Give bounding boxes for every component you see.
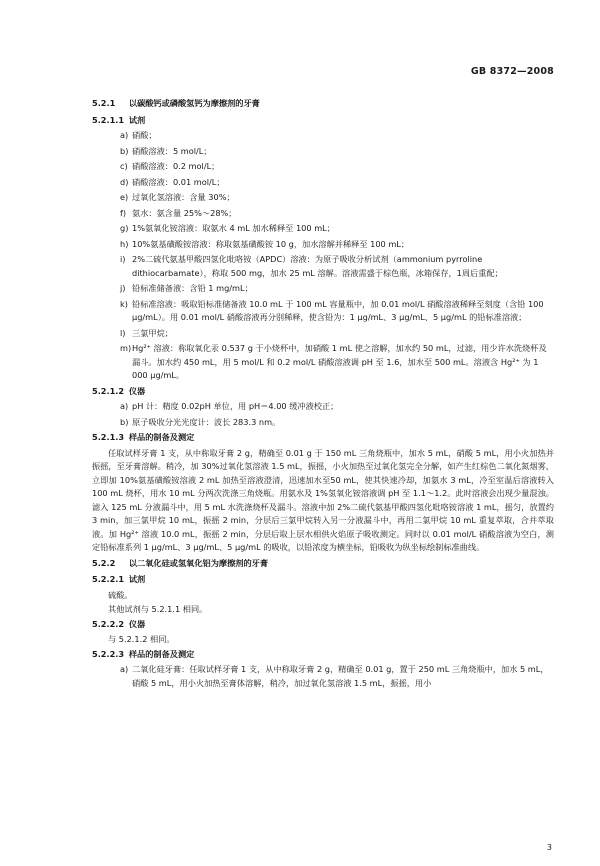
item-label: m) — [120, 343, 132, 353]
instrument-list — [92, 400, 554, 429]
item-text: 1%氨氧化铵溶液：取氨水 4 mL 加水稀释至 100 mL； — [132, 223, 335, 233]
section-title: 仪器 — [128, 618, 146, 629]
section-heading-5-2-1 — [92, 97, 554, 111]
item-text: 硝酸溶液：0.2 mol/L； — [132, 161, 220, 171]
item-text: 2%二硫代氨基甲酸四氢化吡咯铵（APDC）溶液：为原子吸收分析试剂（ammonium pyrroline dithiocarbamate），称取 500 mg，加水 25 mL 溶解。溶液需盛于棕色瓶，冰箱保存，1周后重配； — [132, 254, 503, 278]
item-label: b) — [120, 416, 129, 427]
list-item — [92, 222, 554, 236]
item-label: h) — [120, 238, 129, 249]
item-label: b) — [120, 145, 129, 156]
list-item — [92, 191, 554, 205]
item-text: 10%氨基磺酸铵溶液：称取氨基磺酸铵 10 g，加水溶解并稀释至 100 mL； — [132, 238, 410, 249]
item-label: f) — [120, 207, 127, 218]
list-item — [92, 416, 554, 430]
section-heading-5-2-2-2 — [92, 618, 554, 632]
document-body — [92, 95, 554, 692]
section-title: 仪器 — [128, 385, 146, 396]
item-text: 铅标准储备液：含铅 1 mg/mL； — [132, 283, 253, 293]
item-text: 铅标准溶液：吸取铅标准储备液 10.0 mL 于 100 mL 容量瓶中，加 0.01 mol/L 硝酸溶液稀释至刻度（含铅 100 μg/mL）。用 0.01 mol/L 硝酸溶液再分别稀释，使含铅为：1 μg/mL、3 μg/mL、5 μg/mL 的铅标准溶液； — [132, 298, 544, 322]
section-heading-5-2-2 — [92, 557, 554, 571]
section-number: 5.2.2.1 — [92, 574, 125, 584]
section-number: 5.2.1 — [92, 98, 116, 108]
list-item — [92, 282, 554, 296]
section-heading-5-2-1-2 — [92, 385, 554, 399]
item-label: k) — [120, 298, 128, 309]
section-title: 试剂 — [128, 114, 146, 125]
section-title: 样品的制备及测定 — [128, 648, 195, 659]
item-label: a) — [120, 130, 129, 140]
page-number: 3 — [546, 843, 552, 852]
body-line: 其他试剂与 5.2.1.1 相同。 — [108, 604, 208, 614]
section-title: 样品的制备及测定 — [128, 432, 195, 442]
list-item — [92, 207, 554, 221]
body-line: 与 5.2.1.2 相同。 — [108, 634, 175, 644]
section-number: 5.2.2.3 — [92, 648, 125, 659]
item-text: 二氧化硅牙膏：任取试样牙膏 1 支，从中称取牙膏 2 g，精确至 0.01 g，置于 250 mL 三角烧瓶中，加水 5 mL，硝酸 5 mL，用小火加热至膏体溶解，稍冷，加过氧化氢溶液 1.5 mL，振摇，用小 — [132, 664, 549, 688]
section-number: 5.2.1.1 — [92, 114, 125, 125]
item-label: j) — [120, 283, 126, 293]
list-item — [92, 176, 554, 190]
section-title: 以二氧化硅或氢氧化铝为摩擦剂的牙膏 — [128, 557, 269, 568]
item-label: l) — [120, 327, 126, 338]
list-item — [92, 342, 554, 383]
list-item — [92, 238, 554, 252]
item-label: d) — [120, 176, 129, 187]
section-heading-5-2-2-1 — [92, 573, 554, 587]
section-number: 5.2.1.2 — [92, 385, 125, 396]
item-label: a) — [120, 401, 129, 411]
section-title: 试剂 — [128, 574, 146, 584]
section-number: 5.2.2.2 — [92, 618, 125, 629]
list-item — [92, 400, 554, 414]
list-item — [92, 253, 554, 280]
list-item — [92, 145, 554, 159]
list-item — [92, 663, 554, 690]
item-text: 三氯甲烷； — [132, 327, 173, 338]
section-heading-5-2-2-3 — [92, 648, 554, 662]
item-text: 硝酸； — [132, 130, 157, 140]
procedure-paragraph: 任取试样牙膏 1 支，从中称取牙膏 2 g，精确至 0.01 g 于 150 mL 三角烧瓶中，加水 5 mL，硝酸 5 mL，用小火加热并振摇，至牙膏溶解。稍冷，加 30%过氧化氢溶液 1.5 mL，振摇，小火加热至过氧化氢完全分解，如产生红棕色二氧化氮烟雾，立即加 10%氨基磺酸铵溶液 2 mL 加热至溶液澄清，迅速加水至50 mL，使其快速冷却，加氨水 3 mL，冷至室温后溶液转入 100 mL 烧杯，用水 10 mL 分两次洗涤三角烧瓶。用氨水及 1%氢氧化铵溶液调 pH 至 1.1～1.2。此时溶液会出现少量混浊。滤入 125 mL 分液漏斗中，用 5 mL 水洗涤烧杯及漏斗。溶液中加 2%二硫代氨基甲酸四氢化吡咯铵溶液 1 mL，摇匀，放置约 3 min，加三氯甲烷 10 mL，振摇 2 min，分层后三氯甲烷转入另一分液漏斗中，再用二氯甲烷 10 mL 重复萃取，合并萃取液。加 Hg²⁺ 溶液 10.0 mL，振摇 2 min，分层后取上层水相供火焰原子吸收测定。同时以 0.01 mol/L 硝酸溶液为空白，测定铅标准系列 1 μg/mL、3 μg/mL、5 μg/mL 的吸收，以铅浓度为横坐标，铅吸收为纵坐标绘制标准曲线。 — [92, 447, 554, 552]
list-item — [92, 160, 554, 174]
section-number: 5.2.1.3 — [92, 432, 125, 442]
list-item — [92, 327, 554, 341]
section-heading-5-2-1-3 — [92, 431, 554, 445]
list-item — [92, 298, 554, 325]
item-text: 原子吸收分光光度计：波长 283.3 nm。 — [132, 416, 281, 427]
item-text: 氨水：氨含量 25%～28%； — [132, 207, 237, 218]
item-text: 硝酸溶液：0.01 mol/L； — [132, 176, 225, 187]
section-number: 5.2.2 — [92, 557, 116, 568]
section-heading-5-2-1-1 — [92, 114, 554, 128]
item-label: g) — [120, 223, 129, 233]
item-label: a) — [120, 664, 129, 674]
item-text: 过氧化氢溶液：含量 30%； — [132, 192, 235, 202]
item-text: Hg²⁺ 溶液：称取氧化汞 0.537 g 于小烧杯中，加硝酸 1 mL 使之溶解，加水约 50 mL，过滤，用少许水洗烧杯及漏斗。加水约 450 mL，用 5 mol/L 和 0.2 mol/L 硝酸溶液调 pH 至 1.6，加水至 500 mL。溶液含 Hg²⁺ 为 1 000 μg/mL。 — [132, 343, 547, 380]
item-label: e) — [120, 192, 129, 202]
reagent-list — [92, 129, 554, 383]
item-label: c) — [120, 161, 128, 171]
item-text: pH 计：精度 0.02pH 单位，用 pH＝4.00 缓冲液校正； — [132, 401, 339, 411]
section-title: 以碳酸钙或磷酸氢钙为摩擦剂的牙膏 — [128, 98, 260, 108]
standard-code: GB 8372—2008 — [470, 66, 554, 77]
list-item — [92, 129, 554, 143]
item-text: 硝酸溶液：5 mol/L； — [132, 145, 212, 156]
body-line: 硫酸。 — [108, 589, 133, 600]
item-label: i) — [120, 254, 126, 264]
